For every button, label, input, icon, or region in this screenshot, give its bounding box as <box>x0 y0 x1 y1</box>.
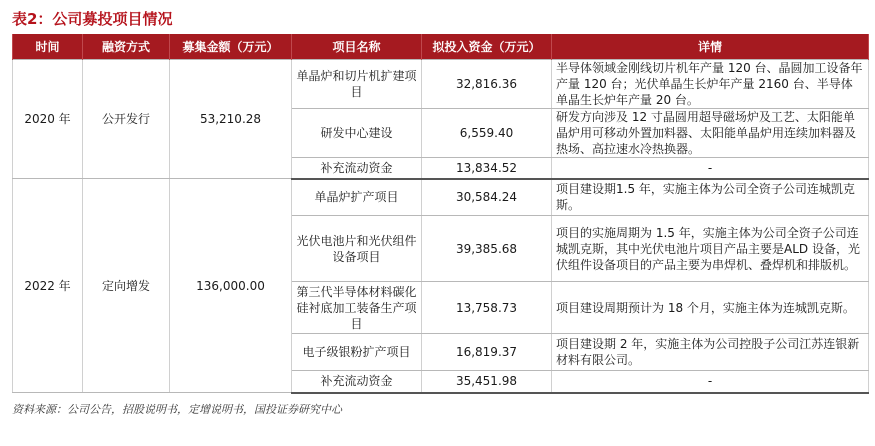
project-cell: 光伏电池片和光伏组件设备项目 <box>292 216 422 282</box>
detail-cell: - <box>552 371 869 393</box>
invest-cell: 39,385.68 <box>422 216 552 282</box>
time-cell: 2022 年 <box>13 179 83 393</box>
invest-cell: 35,451.98 <box>422 371 552 393</box>
source-note: 资料来源：公司公告，招股说明书，定增说明书，国投证券研究中心 <box>12 403 342 416</box>
detail-cell: 项目建设期 2 年，实施主体为公司控股子公司江苏连银新材料有限公司。 <box>552 334 869 371</box>
header-amount: 募集金额（万元） <box>170 34 292 60</box>
detail-cell: - <box>552 158 869 179</box>
invest-cell: 13,834.52 <box>422 158 552 179</box>
detail-cell: 半导体领域金刚线切片机年产量 120 台、晶圆加工设备年产量 120 台；光伏单晶生长炉年产量 2160 台、半导体单晶生长炉年产量 20 台。 <box>552 60 869 109</box>
invest-cell: 6,559.40 <box>422 109 552 158</box>
detail-cell: 项目建设期1.5 年，实施主体为公司全资子公司连城凯克斯。 <box>552 179 869 216</box>
project-cell: 补充流动资金 <box>292 158 422 179</box>
project-cell: 研发中心建设 <box>292 109 422 158</box>
table-header-row <box>13 34 869 60</box>
detail-cell: 研发方向涉及 12 寸晶圆用超导磁场炉及工艺、太阳能单晶炉用可移动外置加料器、太阳能单晶炉用连续加料器及热场、高拉速水冷热换器。 <box>552 109 869 158</box>
header-method: 融资方式 <box>83 34 170 60</box>
header-invest: 拟投入资金（万元） <box>422 34 552 60</box>
table-row <box>13 60 869 109</box>
project-cell: 补充流动资金 <box>292 371 422 393</box>
header-project: 项目名称 <box>292 34 422 60</box>
amount-cell: 136,000.00 <box>170 179 292 393</box>
project-cell: 第三代半导体材料碳化硅衬底加工装备生产项目 <box>292 282 422 334</box>
time-cell: 2020 年 <box>13 60 83 179</box>
method-cell: 定向增发 <box>83 179 170 393</box>
project-cell: 电子级银粉扩产项目 <box>292 334 422 371</box>
table-title: 表2：公司募投项目情况 <box>12 10 173 28</box>
fundraising-projects-table <box>12 34 869 394</box>
invest-cell: 13,758.73 <box>422 282 552 334</box>
amount-cell: 53,210.28 <box>170 60 292 179</box>
invest-cell: 32,816.36 <box>422 60 552 109</box>
detail-cell: 项目建设周期预计为 18 个月，实施主体为连城凯克斯。 <box>552 282 869 334</box>
invest-cell: 16,819.37 <box>422 334 552 371</box>
invest-cell: 30,584.24 <box>422 179 552 216</box>
project-cell: 单晶炉扩产项目 <box>292 179 422 216</box>
method-cell: 公开发行 <box>83 60 170 179</box>
detail-cell: 项目的实施周期为 1.5 年，实施主体为公司全资子公司连城凯克斯，其中光伏电池片项目产品主要是ALD 设备，光伏组件设备项目的产品主要为串焊机、叠焊机和排版机。 <box>552 216 869 282</box>
header-detail: 详情 <box>552 34 869 60</box>
project-cell: 单晶炉和切片机扩建项目 <box>292 60 422 109</box>
table-row <box>13 179 869 216</box>
header-time: 时间 <box>13 34 83 60</box>
